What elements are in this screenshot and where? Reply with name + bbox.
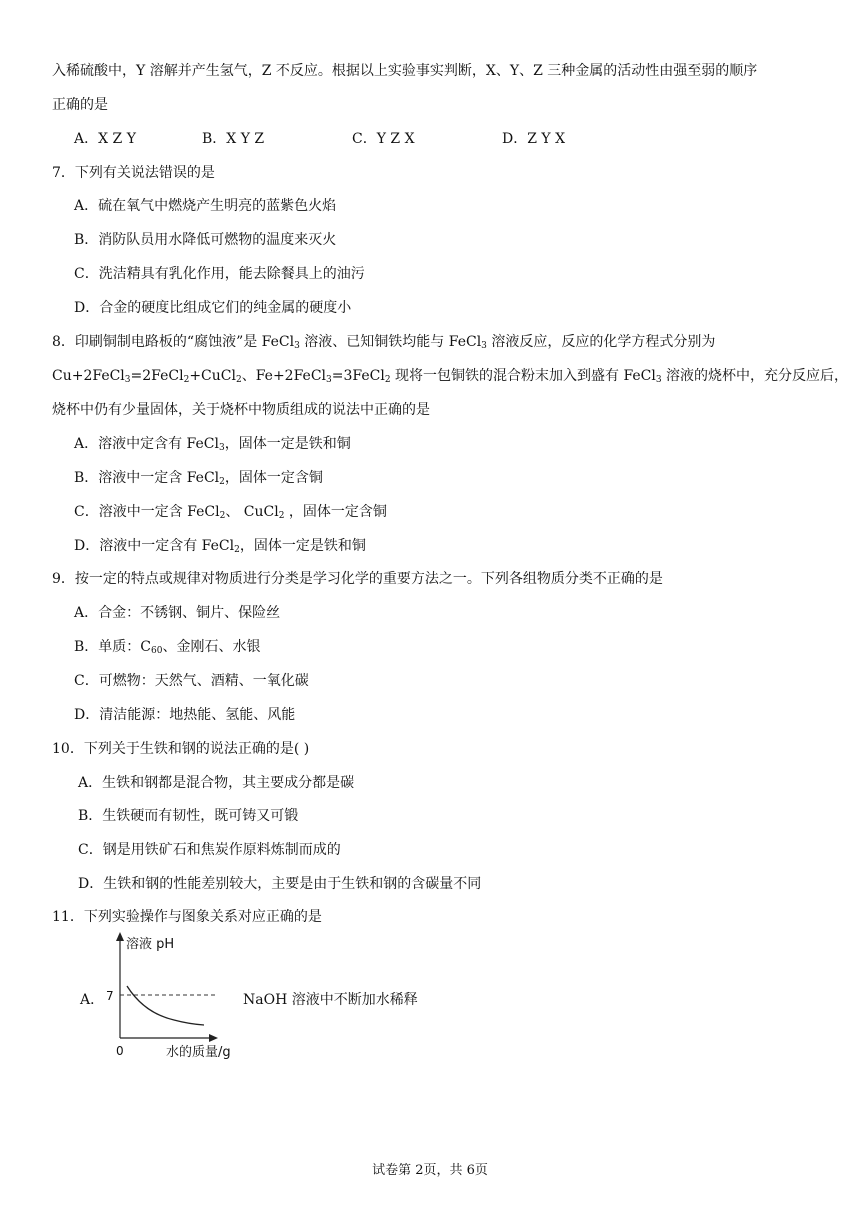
q9-option-d: D．清洁能源：地热能、氢能、风能 <box>74 707 296 723</box>
q9-stem: 9．按一定的特点或规律对物质进行分类是学习化学的重要方法之一。下列各组物质分类不正确的是 <box>52 571 663 587</box>
y-tick-7: 7 <box>106 989 114 1003</box>
origin-label: 0 <box>116 1044 124 1058</box>
q6-text-line1: 入稀硫酸中，Y 溶解并产生氢气，Z 不反应。根据以上实验事实判断，X、Y、Z 三种金属的活动性由强至弱的顺序 <box>52 63 758 79</box>
x-axis-label: 水的质量/g <box>166 1045 231 1060</box>
q6-text-line2: 正确的是 <box>52 97 108 113</box>
q6-option-b: B．X Y Z <box>202 131 265 147</box>
q10-option-d: D．生铁和钢的性能差别较大，主要是由于生铁和钢的含碳量不同 <box>78 876 482 892</box>
y-axis-arrow <box>116 932 124 941</box>
q7-option-c: C．洗洁精具有乳化作用，能去除餐具上的油污 <box>74 266 365 282</box>
q6-option-a: A．X Z Y <box>74 131 136 147</box>
q6-option-d: D．Z Y X <box>502 131 566 147</box>
q7-stem: 7．下列有关说法错误的是 <box>52 165 215 181</box>
q8-equations: Cu+2FeCl$_3$=2FeCl$_2$+CuCl$_2$、Fe+2FeCl$_3$=3FeCl$_2$ 现将一包铜铁的混合粉末加入到盛有 FeCl$_3$ 溶液的烧杯中，充分反应后， <box>52 368 849 385</box>
q10-option-a: A．生铁和钢都是混合物，其主要成分都是碳 <box>78 775 355 791</box>
q9-option-c: C．可燃物：天然气、酒精、一氧化碳 <box>74 673 309 689</box>
q8-option-b: B．溶液中一定含 FeCl$_2$，固体一定含铜 <box>74 470 323 487</box>
x-axis-arrow <box>209 1034 218 1042</box>
q8-stem: 8．印刷铜制电路板的“腐蚀液”是 FeCl$_3$ 溶液、已知铜铁均能与 FeCl$_3$ 溶液反应，反应的化学方程式分别为 <box>52 334 716 351</box>
q7-option-a: A．硫在氧气中燃烧产生明亮的蓝紫色火焰 <box>74 198 337 214</box>
q9-option-b: B．单质：$C_{60}$、金刚石、水银 <box>74 639 261 656</box>
q11-ph-chart <box>104 928 264 1063</box>
ph-curve <box>127 986 204 1025</box>
q7-option-d: D．合金的硬度比组成它们的纯金属的硬度小 <box>74 300 352 316</box>
q10-option-c: C．钢是用铁矿石和焦炭作原料炼制而成的 <box>78 842 341 858</box>
q9-option-a: A．合金：不锈钢、铜片、保险丝 <box>74 605 281 621</box>
y-axis-label: 溶液 pH <box>126 937 175 952</box>
q8-option-a: A．溶液中定含有 FeCl$_3$，固体一定是铁和铜 <box>74 436 351 453</box>
q11-option-a-label: A． <box>80 992 105 1008</box>
q11-option-a-text: NaOH 溶液中不断加水稀释 <box>243 992 418 1008</box>
q10-stem: 10．下列关于生铁和钢的说法正确的是( ) <box>52 741 310 757</box>
q7-option-b: B．消防队员用水降低可燃物的温度来灭火 <box>74 232 337 248</box>
q8-option-d: D．溶液中一定含有 FeCl$_2$，固体一定是铁和铜 <box>74 538 366 555</box>
q10-option-b: B．生铁硬而有韧性，既可铸又可锻 <box>78 808 299 824</box>
q11-stem: 11．下列实验操作与图象关系对应正确的是 <box>52 909 322 925</box>
page-footer: 试卷第 2页，共 6页 <box>372 1163 488 1178</box>
q8-text-line3: 烧杯中仍有少量固体，关于烧杯中物质组成的说法中正确的是 <box>52 402 430 418</box>
q8-option-c: C．溶液中一定含 FeCl$_2$、 CuCl$_2$ ，固体一定含铜 <box>74 504 387 521</box>
q6-option-c: C．Y Z X <box>352 131 415 147</box>
